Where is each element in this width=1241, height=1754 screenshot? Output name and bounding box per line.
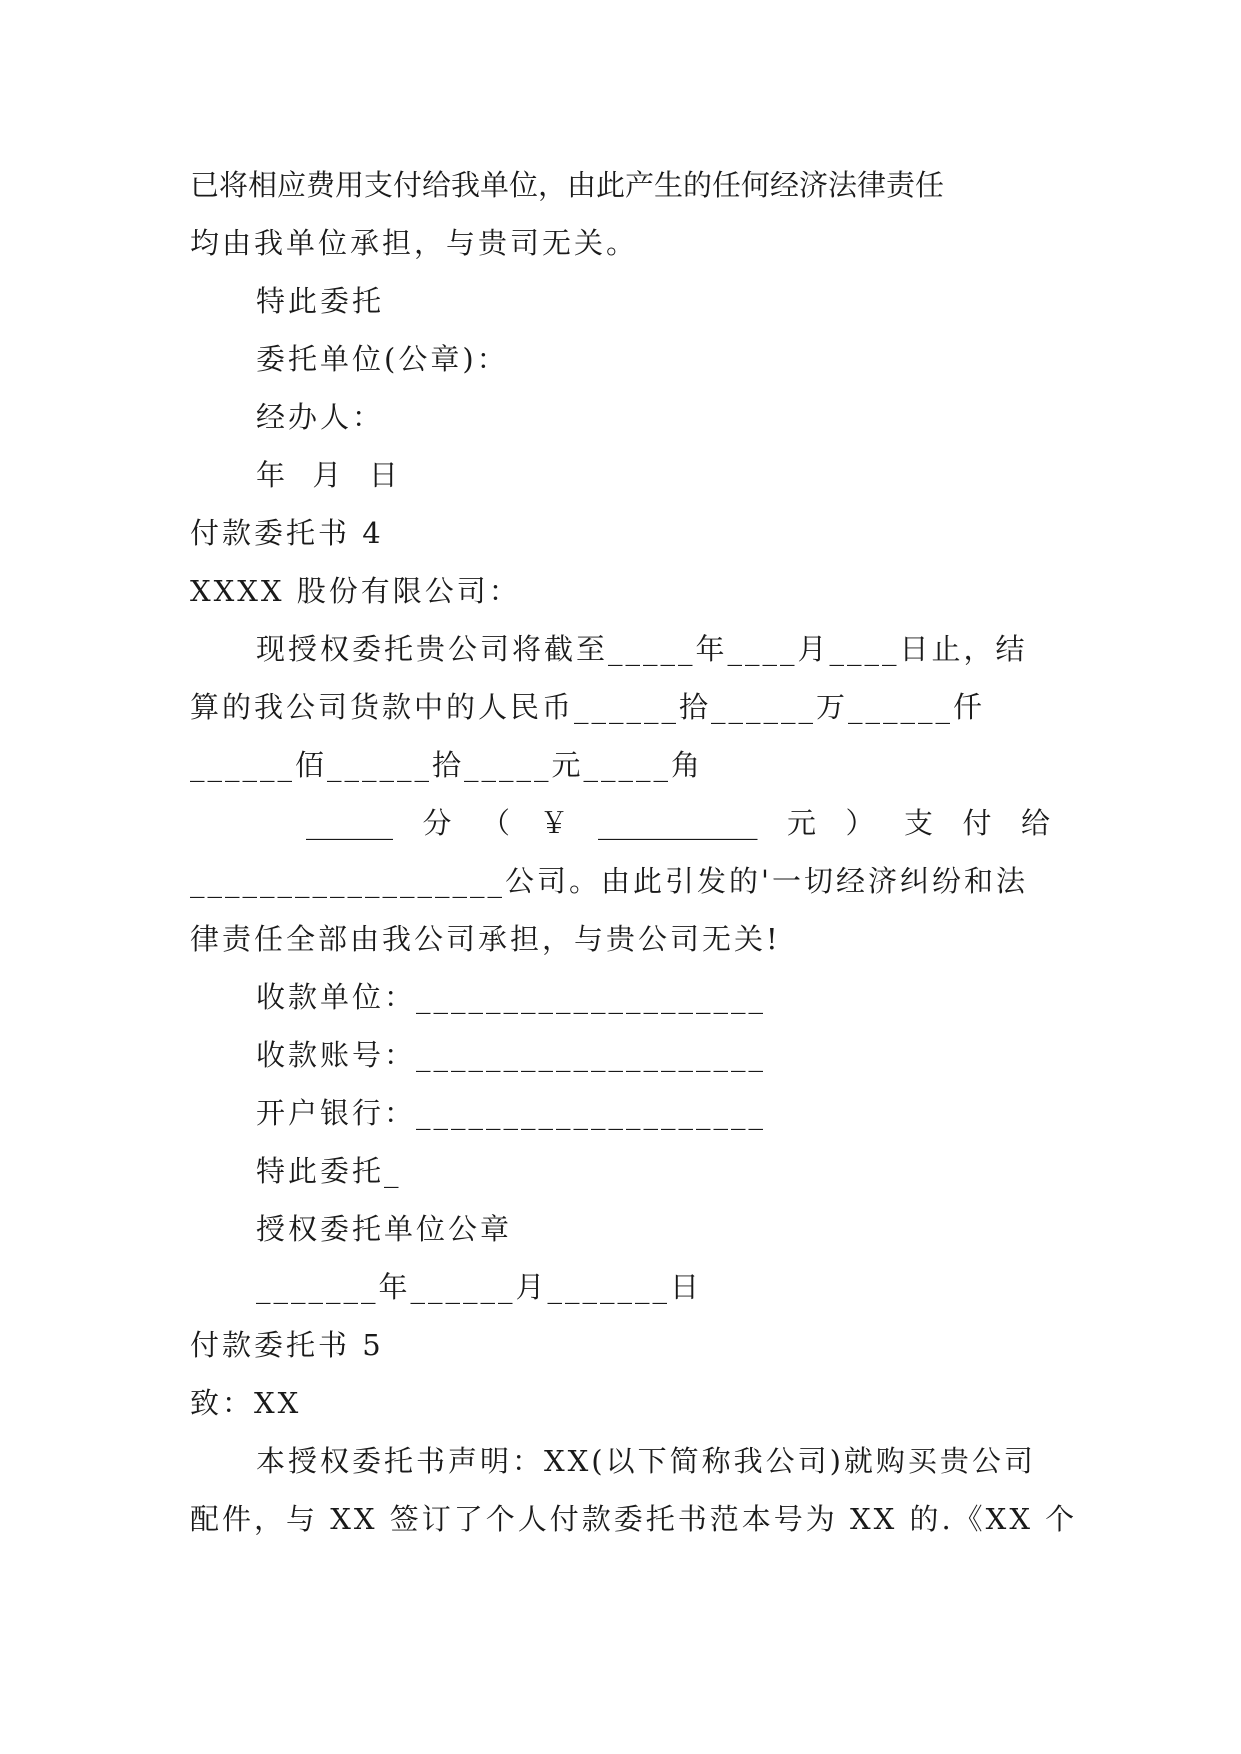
signature-entity-label: 委托单位(公章)： bbox=[256, 342, 509, 376]
signature-agent-label: 经办人： bbox=[256, 400, 385, 434]
seal-label: 授权委托单位公章 bbox=[256, 1212, 513, 1246]
date-line: 年 月 日 bbox=[256, 458, 401, 492]
text-fragment: 分 bbox=[422, 806, 452, 840]
text-fragment: ￥ bbox=[539, 806, 569, 840]
date-line: _______年______月_______日 bbox=[256, 1270, 703, 1304]
text-fragment: ______ bbox=[306, 806, 393, 840]
text-fragment: 元 bbox=[786, 806, 816, 840]
body-text-line-spaced bbox=[190, 794, 1050, 852]
section-heading: 付款委托书 4 bbox=[190, 516, 384, 550]
text-fragment: 支 bbox=[903, 806, 933, 840]
body-text-line: __________________公司。由此引发的'一切经济纠纷和法 bbox=[190, 864, 1028, 898]
body-text-line: 均由我单位承担，与贵司无关。 bbox=[190, 226, 639, 260]
account-field: 收款账号：____________________ bbox=[256, 1038, 767, 1072]
document-page bbox=[190, 156, 1078, 1548]
closing-phrase: 特此委托_ bbox=[256, 1154, 402, 1188]
body-text-line: 律责任全部由我公司承担，与贵公司无关! bbox=[190, 922, 781, 956]
body-text-line: ______佰______拾_____元_____角 bbox=[190, 748, 704, 782]
section-heading: 付款委托书 5 bbox=[190, 1328, 384, 1362]
text-fragment: （ bbox=[480, 806, 510, 840]
text-fragment: ） bbox=[845, 806, 875, 840]
bank-field: 开户银行：____________________ bbox=[256, 1096, 767, 1130]
recipient-line: XXXX 股份有限公司： bbox=[190, 574, 521, 608]
closing-phrase: 特此委托 bbox=[256, 284, 385, 318]
body-text-line: 本授权委托书声明：XX(以下简称我公司)就购买贵公司 bbox=[256, 1444, 1036, 1478]
text-fragment: 给 bbox=[1020, 806, 1050, 840]
body-text-line: 现授权委托贵公司将截至_____年____月____日止，结 bbox=[256, 632, 1028, 666]
text-fragment: ___________ bbox=[597, 806, 758, 840]
recipient-line: 致：XX bbox=[190, 1386, 302, 1420]
body-text-line: 配件，与 XX 签订了个人付款委托书范本号为 XX 的.《XX 个 bbox=[190, 1502, 1078, 1536]
payee-field: 收款单位：____________________ bbox=[256, 980, 767, 1014]
text-fragment: 付 bbox=[962, 806, 992, 840]
body-text-line: 已将相应费用支付给我单位，由此产生的任何经济法律责任 bbox=[190, 168, 945, 202]
body-text-line: 算的我公司货款中的人民币______拾______万______仟 bbox=[190, 690, 986, 724]
